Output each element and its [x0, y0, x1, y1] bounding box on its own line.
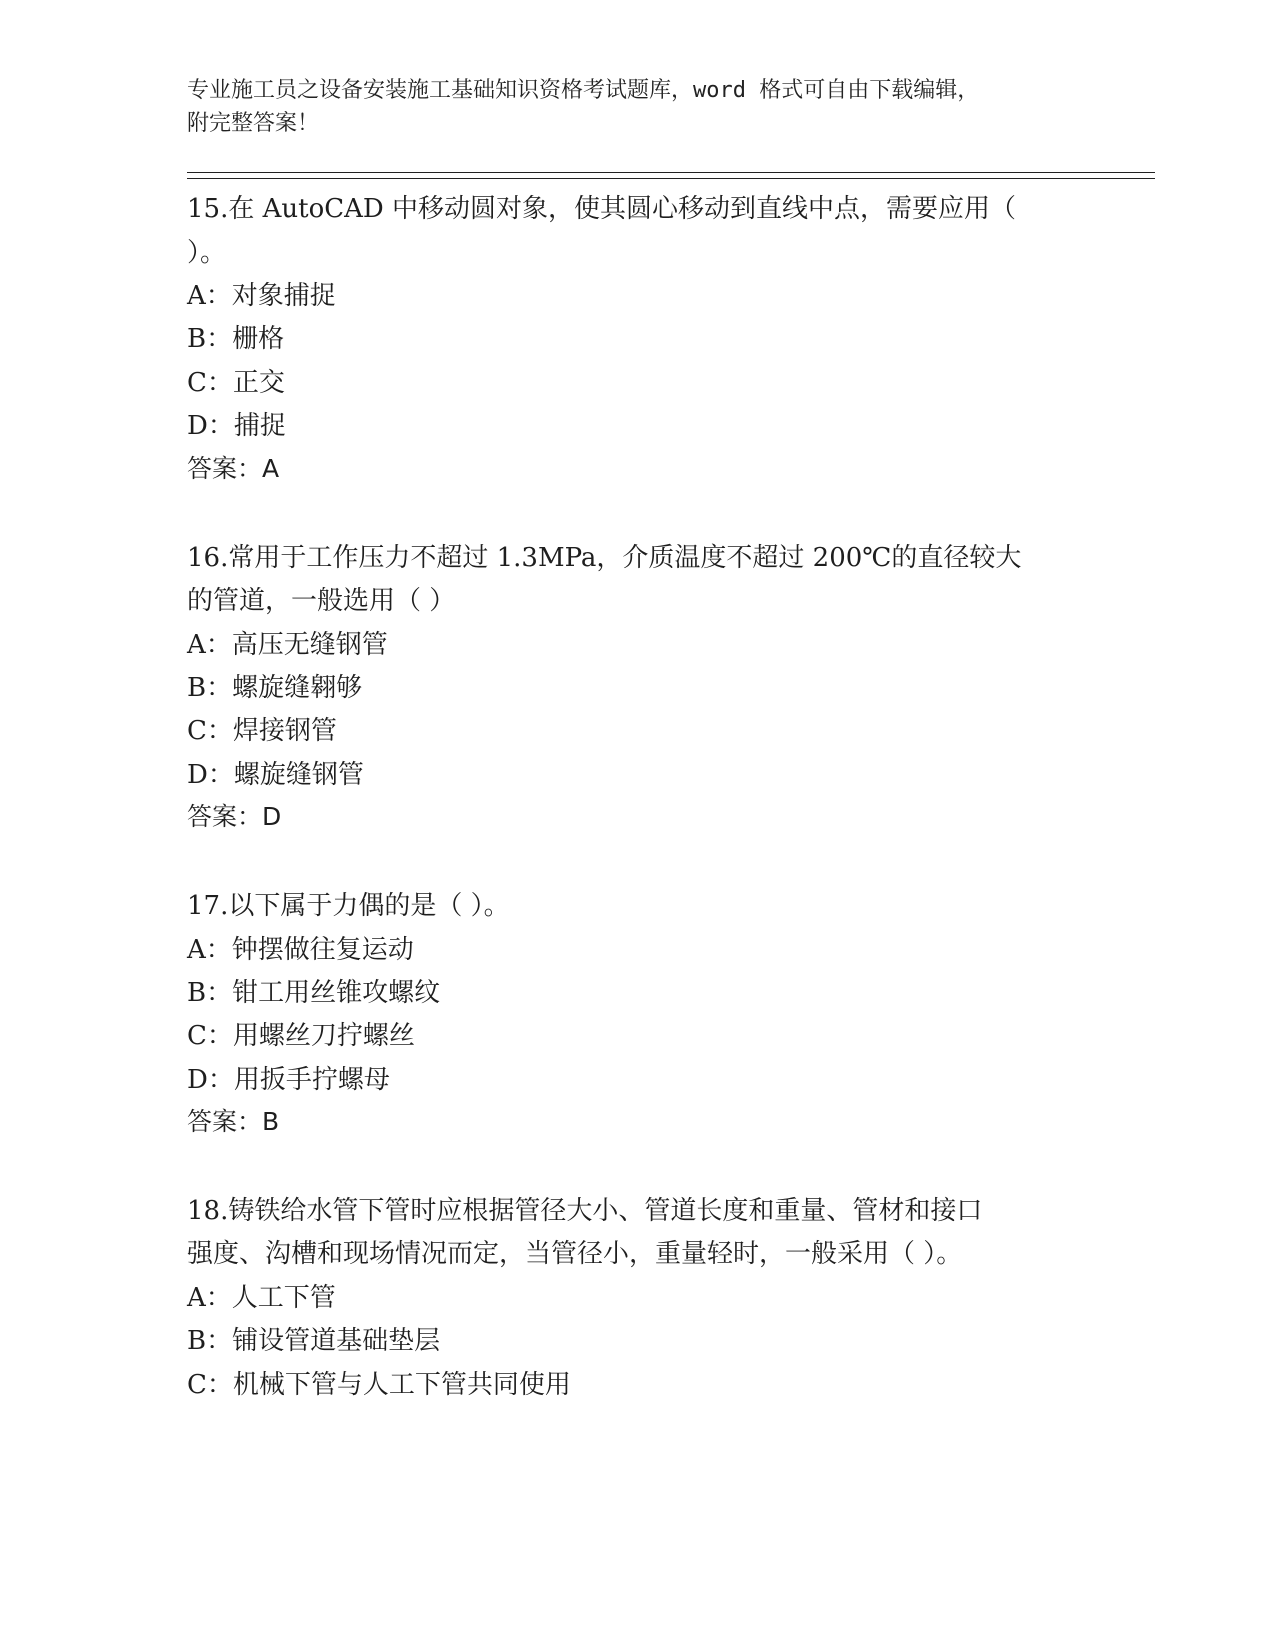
question-15-option-d: D：捕捉 [187, 411, 286, 441]
question-17-option-b: B：钳工用丝锥攻螺纹 [187, 978, 441, 1008]
document-header-line-1: 专业施工员之设备安装施工基础知识资格考试题库，word 格式可自由下载编辑， [187, 78, 980, 103]
question-16-option-d: D：螺旋缝钢管 [187, 760, 364, 790]
answer-label: 答案： [187, 802, 263, 831]
question-17-stem-line-1: 17.以下属于力偶的是（ ）。 [187, 891, 510, 921]
question-16-option-a: A：高压无缝钢管 [187, 630, 388, 660]
question-18-option-b: B：铺设管道基础垫层 [187, 1326, 441, 1356]
question-16-stem-line-1: 16.常用于工作压力不超过 1.3MPa，介质温度不超过 200℃的直径较大 [187, 543, 1022, 573]
question-15-option-a: A：对象捕捉 [187, 281, 336, 311]
question-18-option-a: A：人工下管 [187, 1283, 336, 1313]
question-16-option-c: C：焊接钢管 [187, 716, 337, 746]
header-divider-bottom [187, 178, 1155, 179]
question-15-option-b: B：栅格 [187, 324, 285, 354]
question-16-stem-line-2: 的管道，一般选用（ ） [187, 586, 456, 616]
question-17-option-d: D：用扳手拧螺母 [187, 1065, 390, 1095]
header-divider-top [187, 172, 1155, 173]
question-15-option-c: C：正交 [187, 368, 285, 398]
question-16-option-b: B：螺旋缝翱够 [187, 673, 363, 703]
document-header-line-2: 附完整答案！ [187, 111, 320, 136]
question-18-stem-line-2: 强度、沟槽和现场情况而定，当管径小，重量轻时，一般采用（ ）。 [187, 1239, 963, 1269]
question-15-stem-line-1: 15.在 AutoCAD 中移动圆对象，使其圆心移动到直线中点，需要应用（ [187, 194, 1017, 224]
question-15-answer [187, 449, 279, 485]
question-17-option-a: A：钟摆做往复运动 [187, 935, 414, 965]
question-16-answer [187, 797, 281, 833]
answer-value: A [262, 454, 280, 483]
question-17-answer [187, 1102, 279, 1138]
answer-label: 答案： [187, 1107, 263, 1136]
answer-value: D [262, 802, 282, 831]
question-17-option-c: C：用螺丝刀拧螺丝 [187, 1021, 415, 1051]
answer-label: 答案： [187, 454, 263, 483]
question-15-stem-line-2: ）。 [187, 238, 227, 268]
question-18-option-c: C：机械下管与人工下管共同使用 [187, 1370, 571, 1400]
question-18-stem-line-1: 18.铸铁给水管下管时应根据管径大小、管道长度和重量、管材和接口 [187, 1196, 983, 1226]
answer-value: B [262, 1107, 280, 1136]
